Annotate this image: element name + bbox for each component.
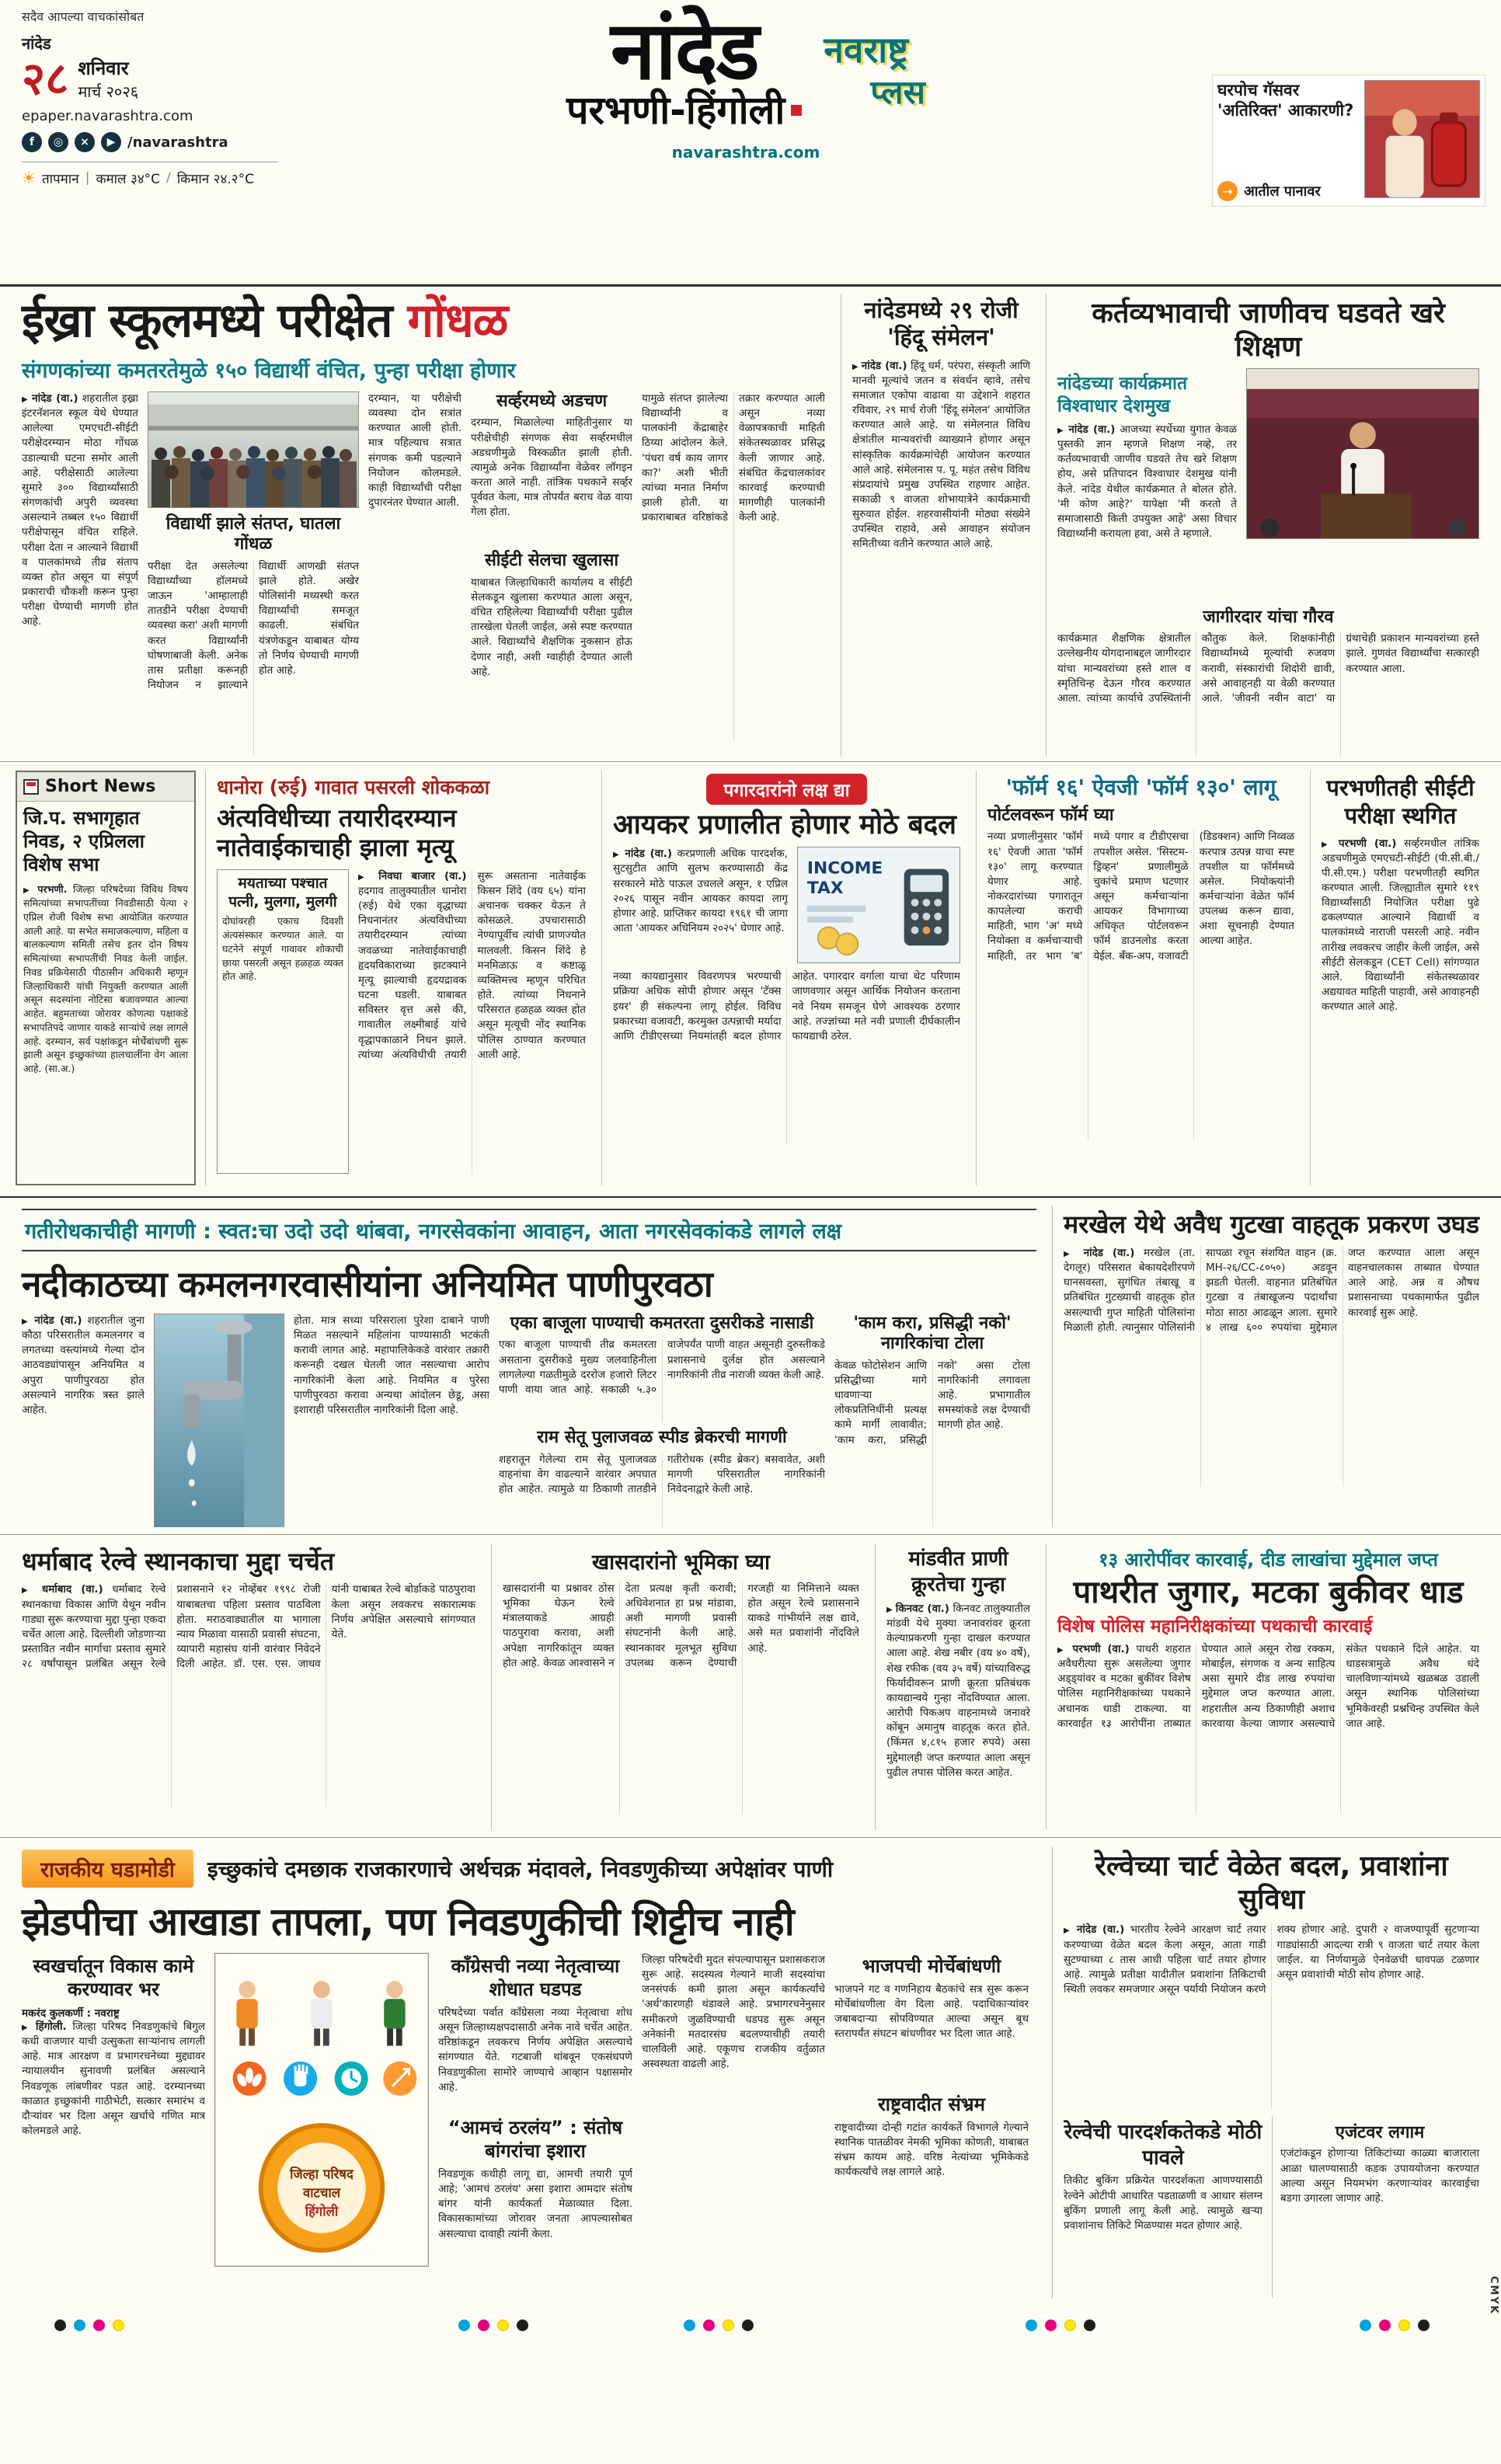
article-khasdar bbox=[491, 1543, 865, 1829]
edition-label: नांदेड bbox=[22, 34, 51, 53]
railway-headline: रेल्वेच्या चार्ट वेळेत बदल, प्रवाशांना सुविधा bbox=[1095, 1850, 1448, 1916]
politics-sub2-body: परिषदेच्या पर्वात काँग्रेसला नव्या नेतृत्वाचा शोध असून जिल्हाध्यक्षपदासाठी अनेक नावे चर्चेत आहेत. वरिष्ठांकडून लवकरच निर्णय अपेक्षित असल्याचे सांगण्यात येते. गटबाजी थांबवून एकसंधपणे निवडणुकीला सामोरे जाण्याचे आव्हान पक्षासमोर आहे. bbox=[438, 2006, 632, 2093]
politics-sub3-title: “आमचं ठरलंय” : संतोष बांगरांचा इशारा bbox=[448, 2117, 623, 2162]
article-politics bbox=[16, 1846, 1043, 2299]
khasdar-body: खासदारांनी या प्रश्नावर ठोस भूमिका घेऊन रेल्वे मंत्रालयाकडे आग्रही पाठपुरावा करावा, अशी अपेक्षा नागरिकांतून व्यक्त होत आहे. केवळ आश्वासने न देता प्रत्यक्ष कृती करावी; अधिवेशनात हा प्रश्न मांडावा, अशी मागणी प्रवासी संघटनांनी केली आहे. स्थानकावर मूलभूत सुविधा उपलब्ध करून देण्याची गरजही या निमित्ताने व्यक्त होत असून रेल्वे प्रशासनाने याकडे गांभीर्याने लक्ष द्यावे, असे मत प्रवाशांनी नोंदविले आहे. bbox=[503, 1582, 859, 1669]
article-cet bbox=[1310, 771, 1485, 1185]
article-form130 bbox=[976, 771, 1301, 1185]
politics-sub3-body: निवडणूक कधीही लागू द्या, आमची तयारी पूर्ण आहे; 'आमचं ठरलंय' असा इशारा आमदार संतोष बांगर यांनी कार्यकर्ता मेळाव्यात दिला. विकासकामांच्या जोरावर जनता आपल्यासोबत असल्याचा दावाही त्यांनी केला. bbox=[438, 2168, 632, 2240]
water-sub3-title: 'काम करा, प्रसिद्धी नको' नागरिकांचा टोला bbox=[853, 1314, 1012, 1354]
raid-kicker: १३ आरोपींवर कारवाई, दीड लाखांचा मुद्देमाल जप्त bbox=[1099, 1549, 1438, 1571]
short-news-box bbox=[16, 771, 196, 1185]
article-dharmabad bbox=[16, 1543, 482, 1829]
article-gutkha bbox=[1052, 1206, 1485, 1527]
water-headline: नदीकाठच्या कमलनगरवासीयांना अनियमित पाणीपुरवठा bbox=[22, 1263, 712, 1305]
sammelan-headline: नांदेडमध्ये २९ रोजी 'हिंदू संमेलन' bbox=[864, 297, 1019, 350]
article-lead bbox=[16, 294, 831, 757]
youtube-icon[interactable]: ▶ bbox=[101, 132, 121, 152]
lead-headline bbox=[22, 294, 825, 348]
tax-headline: आयकर प्रणालीत होणार मोठे बदल bbox=[613, 809, 957, 840]
registration-marks bbox=[1026, 2320, 1095, 2331]
water-sub2-title: राम सेतू पुलाजवळ स्पीड ब्रेकरची मागणी bbox=[537, 1428, 787, 1448]
article-shikshan bbox=[1046, 294, 1485, 757]
social-row bbox=[22, 132, 278, 152]
obituary-body bbox=[358, 869, 586, 1174]
politics-headline: झेडपीचा आखाडा तापला, पण निवडणुकीची शिट्टीच नाही bbox=[22, 1899, 794, 1944]
politics-column-3 bbox=[438, 1953, 632, 2270]
weather-label: तापमान bbox=[41, 171, 79, 187]
month-year: मार्च २०२६ bbox=[78, 82, 139, 101]
politics-sub5-body: राष्ट्रवादीच्या दोन्ही गटांत कार्यकर्ते विभागले गेल्याने स्थानिक पातळीवर नेमकी भूमिका कोणती, याबाबत संभ्रम कायम आहे. वरिष्ठ नेत्यांच्या भूमिकेकडे कार्यकर्त्यांचे लक्ष लागले आहे. bbox=[834, 2121, 1029, 2179]
weekday: शनिवार bbox=[78, 57, 129, 79]
masthead bbox=[0, 0, 1501, 284]
water-column-2: होता. मात्र सध्या परिसराला पुरेशा दाबाने पाणी मिळत नसल्याने महिलांना पाण्यासाठी भटकंती करावी लागत आहे. महापालिकेकडे वारंवार तक्रारी करूनही दखल घेतली जात नसल्याचा आरोप नागरिकांनी केला आहे. नियमित व पुरेसा पाणीपुरवठा करावा अन्यथा आंदोलन छेडू, असा इशाराही परिसरातील नागरिकांनी दिला आहे. bbox=[294, 1314, 489, 1416]
lead-box2-body: दरम्यान, मिळालेल्या माहितीनुसार या परीक्षेचीही संगणक सेवा सर्व्हरमधील अडचणीमुळे विस्कळीत झाली होती. त्यामुळे अनेक विद्यार्थ्यांना वेळेवर लॉगइन करता आले नाही. तांत्रिक पथकाने सर्व्हर पूर्ववत केला, मात्र तोपर्यंत बराच वेळ वाया गेला होता. bbox=[471, 416, 632, 519]
obituary-infobox bbox=[217, 869, 349, 1174]
sammelan-text: हिंदू धर्म, परंपरा, संस्कृती आणि मानवी मूल्यांचे जतन व संवर्धन व्हावे, तसेच समाजात एकोपा वाढावा या उद्देशाने शहरात रविवार, २९ मार्च रोजी 'हिंदू संमेलन' आयोजित करण्यात आले आहे. या संमेलनात विविध क्षेत्रांतील मान्यवरांची व्याख्याने होणार असून सांस्कृतिक कार्यक्रमांचेही आयोजन करण्यात आले आहे. संमेलनास प. पू. महंत तसेच विविध संप्रदायांचे प्रमुख उपस्थित राहणार आहेत. सकाळी ९ वाजता शोभायात्रेने कार्यक्रमाची सुरुवात होईल. शहरवासीयांनी मोठ्या संख्येने उपस्थित राहावे, असे आवाहन संयोजन समितीच्या वतीने करण्यात आले आहे. bbox=[852, 359, 1030, 551]
water-sub3-body: केवळ फोटोसेशन आणि प्रसिद्धीच्या मागे धावणाऱ्या लोकप्रतिनिधींनी प्रत्यक्ष कामे मार्गी लावावीत; 'काम करा, प्रसिद्धी नको' असा टोला नागरिकांनी लगावला आहे. प्रभागातील समस्यांकडे लक्ष देण्याची मागणी होत आहे. bbox=[834, 1359, 1030, 1446]
byline: ▶ नांदेड (वा.) bbox=[1064, 1923, 1124, 1936]
politics-label: राजकीय घडामोडी bbox=[22, 1850, 193, 1888]
sun-icon: ☀ bbox=[22, 169, 36, 187]
gutkha-headline: मरखेल येथे अवैध गुटखा वाहतूक प्रकरण उघड bbox=[1064, 1209, 1479, 1239]
x-icon[interactable]: × bbox=[75, 132, 95, 152]
raid-text: पाथरी शहरात अवैधरीत्या सुरू असलेल्या जुगार अड्ड्यांवर व मटका बुकींवर विशेष पोलिस महानिरीक्षकांच्या पथकाने अचानक धाडी टाकल्या. या कारवाईत १३ आरोपींना ताब्यात घेण्यात आले असून रोख रक्कम, मोबाईल, संगणक व अन्य साहित्य असा सुमारे दीड लाख रुपयांचा मुद्देमाल जप्त करण्यात आला. शहरातील अन्य ठिकाणीही अशाच कारवाया केल्या जाणार असल्याचे संकेत पथकाने दिले आहेत. या धाडसत्रामुळे अवैध धंदे चालविणाऱ्यांमध्ये खळबळ उडाली असून स्थानिक पोलिसांच्या भूमिकेवरही प्रश्नचिन्ह उपस्थित केले जात आहे. bbox=[1057, 1643, 1479, 1730]
rule bbox=[0, 1196, 1501, 1198]
arrow-icon: → bbox=[1217, 181, 1238, 201]
jagirdar-title: जागीरदार यांचा गौरव bbox=[1203, 607, 1334, 627]
politics-body-1 bbox=[22, 2020, 205, 2267]
tax-body-1 bbox=[613, 847, 788, 963]
byline: ▶ किनवट (वा.) bbox=[886, 1603, 949, 1615]
brand-line2: प्लस bbox=[870, 72, 925, 111]
registration-marks bbox=[684, 2320, 754, 2331]
obituary-text: हदगाव तालुक्यातील धानोरा (रुई) येथे एका वृद्धाच्या निधनानंतर अंत्यविधीच्या तयारीदरम्यान त्यांच्या जवळच्या नातेवाईकाचाही हृदयविकाराच्या झटक्याने मृत्यू झाल्याची हृदयद्रावक घटना घडली. याबाबत सविस्तर वृत्त असे की, गावातील लक्ष्मीबाई यांचे वृद्धापकाळाने निधन झाले. त्यांच्या अंत्यविधीची तयारी सुरू असताना नातेवाईक किसन शिंदे (वय ६५) यांना अचानक चक्कर येऊन ते कोसळले. उपचारासाठी नेण्यापूर्वीच त्यांची प्राणज्योत मालवली. किसन शिंदे हे मनमिळाऊ व कष्टाळू व्यक्तिमत्त्व म्हणून परिचित होते. त्यांच्या निधनाने परिसरात हळहळ व्यक्त होत असून मृत्यूची नोंद स्थानिक पोलिस ठाण्यात करण्यात आली आहे. bbox=[358, 869, 586, 1061]
promo-box[interactable] bbox=[1212, 75, 1485, 207]
lead-column-3: दरम्यान, या परीक्षेची व्यवस्था दोन सत्रांत करण्यात आली होती. मात्र पहिल्याच सत्रात संगणक कमी पडल्याने नियोजन कोलमडले. काही विद्यार्थ्यांची परीक्षा दुपारनंतर घेण्यात आली. bbox=[368, 392, 461, 510]
speaker-photo bbox=[1246, 368, 1479, 539]
lead-column-4 bbox=[471, 392, 632, 740]
byline-author: मकरंद कुलकर्णी : नवराष्ट्र bbox=[22, 2007, 120, 2020]
red-dot bbox=[791, 105, 802, 116]
railway-sub2 bbox=[1272, 2117, 1479, 2298]
separator: | bbox=[85, 170, 90, 186]
registration-marks bbox=[54, 2320, 124, 2331]
shikshan-subhead: नांदेडच्या कार्यक्रमात विश्वाधार देशमुख bbox=[1057, 374, 1188, 417]
water-sub2-body: शहरातून गेलेल्या राम सेतू पुलाजवळ वाहनांचा वेग वाढल्याने वारंवार अपघात होत आहेत. त्यामुळे या ठिकाणी तातडीने गतीरोधक (स्पीड ब्रेकर) बसवावेत, अशी मागणी परिसरातील नागरिकांनी निवेदनाद्वारे केली आहे. bbox=[499, 1453, 825, 1496]
politics-text-1: जिल्हा परिषद निवडणुकांचे बिगुल कधी वाजणार याची उत्सुकता साऱ्यांनाच लागली आहे. मात्र आरक्षण व प्रभागरचनेच्या मुद्द्यावर न्यायालयीन सुनावणी प्रलंबित असल्याने निवडणूक लांबणीवर पडत आहे. दरम्यानच्या काळात इच्छुकांनी गाठीभेटी, सत्कार समारंभ व दौऱ्यांवर भर दिला असून खर्चाचे गणित मात्र कोलमडले आहे. bbox=[22, 2020, 205, 2138]
article-cruelty bbox=[875, 1543, 1036, 1829]
date-day: २८ bbox=[22, 52, 69, 105]
short-news-header bbox=[17, 772, 194, 802]
lead-column-2 bbox=[148, 392, 359, 740]
rule bbox=[0, 1837, 1501, 1838]
masthead-center bbox=[435, 3, 1057, 162]
lead-box3-title: सीईटी सेलचा खुलासा bbox=[484, 551, 619, 571]
registration-marks bbox=[458, 2320, 528, 2331]
article-sammelan bbox=[841, 294, 1036, 757]
lead-column-5: यामुळे संतप्त झालेल्या विद्यार्थ्यांनी व पालकांनी केंद्राबाहेर ठिय्या आंदोलन केले. 'पंधरा वर्ष काय जागर का?' अशी भीती त्यांच्या मनात निर्माण झाली होती. या प्रकाराबाबत वरिष्ठांकडे तक्रार करण्यात आली असून नव्या वेळापत्रकाची माहिती संकेतस्थळावर प्रसिद्ध केली जाणार आहे. संबंधित केंद्रचालकांवर कारवाई करण्याची मागणीही पालकांनी केली आहे. bbox=[642, 392, 825, 524]
dharmabad-headline: धर्माबाद रेल्वे स्थानकाचा मुद्दा चर्चेत bbox=[22, 1547, 335, 1576]
masthead-subtitle: परभणी-हिंगोली bbox=[566, 87, 785, 133]
badge-line3: हिंगोली bbox=[305, 2203, 339, 2219]
shikshan-text: आजच्या स्पर्धेच्या युगात केवळ पुस्तकी ज्ञान म्हणजे शिक्षण नव्हे, तर कर्तव्यभावाची जाणीव घडवते तेच खरे शिक्षण होय, असे प्रतिपादन विश्वाधार देशमुख यांनी केले. नांदेड येथील कार्यक्रमात ते बोलत होते. 'मी कोण आहे?' यापेक्षा 'मी करतो ते समाजासाठी किती उपयुक्त आहे' असा विचार विद्यार्थ्यांनी करायला हवा, असे ते म्हणाले. bbox=[1057, 423, 1237, 540]
weather-max: कमाल ३४°C bbox=[96, 171, 161, 187]
byline: ▶ निवघा बाजार (वा.) bbox=[358, 870, 467, 882]
header-left bbox=[22, 8, 278, 187]
cmyk-label: CMYK bbox=[1488, 2276, 1499, 2315]
lead-box2-title: सर्व्हरमध्ये अडचण bbox=[496, 392, 608, 411]
website-link[interactable]: navarashtra.com bbox=[671, 142, 820, 162]
svg-text:TAX: TAX bbox=[806, 879, 844, 899]
byline: ▶ नांदेड (वा.) bbox=[1064, 1247, 1134, 1259]
cet-headline: परभणीतही सीईटी परीक्षा स्थगित bbox=[1326, 774, 1475, 830]
weather-min: किमान २४.२°C bbox=[176, 171, 254, 187]
gas-cylinder-photo bbox=[1364, 80, 1480, 198]
lead-box1-body: परीक्षा देत असलेल्या विद्यार्थ्यांच्या हॉलमध्ये जाऊन 'आम्हालाही तातडीने परीक्षा देण्याची व्यवस्था करा' अशी मागणी करत विद्यार्थ्यांनी घोषणाबाजी केली. अनेक तास प्रतीक्षा करूनही नियोजन न झाल्याने विद्यार्थी आणखी संतप्त झाले होते. अखेर पोलिसांनी मध्यस्थी करत विद्यार्थ्यांची समजूत काढली. संबंधित यंत्रणेकडून याबाबत योग्य तो निर्णय घेण्याची मागणी होत आहे. bbox=[148, 559, 359, 692]
article-obituary bbox=[205, 771, 592, 1185]
obituary-headline: अंत्यविधीच्या तयारीदरम्यान नातेवाईकाचाही झाला मृत्यू bbox=[217, 803, 457, 863]
railway-sub2-body: एजंटांकडून होणाऱ्या तिकिटांच्या काळ्या बाजाराला आळा घालण्यासाठी कडक उपाययोजना करण्यात आल्या असून नियमभंग करणाऱ्यांवर कारवाईचा बडगा उगारला जाणार आहे. bbox=[1280, 2147, 1479, 2205]
form130-body: नव्या प्रणालीनुसार 'फॉर्म १६' ऐवजी आता 'फॉर्म १३०' लागू करण्यात येणार आहे. नोकरदारांच्या पगारातून कापलेल्या कराची माहिती, भाग 'अ' मध्ये नियोक्ता व कर्मचाऱ्याची माहिती, तर भाग 'ब' मध्ये पगार व टीडीएसचा तपशील असेल. 'सिस्टम-ड्रिव्हन' प्रणालीमुळे चुकांचे प्रमाण घटणार असून कर्मचाऱ्यांना आयकर विभागाच्या अधिकृत पोर्टलवरून फॉर्म डाउनलोड करता येईल. बँक-अप, वजावटी (डिडक्शन) आणि निव्वळ करपात्र उत्पन्न याचा स्पष्ट तपशील या फॉर्ममध्ये असेल. नियोक्त्यांनी कर्मचाऱ्यांना वेळेत फॉर्म उपलब्ध करून द्यावा, अशा सूचनाही देण्यात आल्या आहेत. bbox=[987, 830, 1294, 962]
politics-sub4-body: भाजपने गट व गणनिहाय बैठकांचे सत्र सुरू करून मोर्चेबांधणीला वेग दिला आहे. पदाधिकाऱ्यांवर जबाबदाऱ्या सोपविण्यात आल्या असून बूथ स्तरापर्यंत संघटन बांधणीवर भर दिला जात आहे. bbox=[834, 1983, 1029, 2041]
cruelty-text: किनवट तालुक्यातील मांडवी येथे मुक्या जनावरांवर क्रूरता केल्याप्रकरणी गुन्हा दाखल करण्यात आला आहे. शेख नबीर (वय ४० वर्षे), शेख रफीक (वय ३५ वर्षे) यांच्याविरुद्ध फिर्यादीवरून प्राणी क्रूरता प्रतिबंधक कायद्यान्वये गुन्हा नोंदविण्यात आला. आरोपी पिकअप वाहनामध्ये जनावरे कोंबून अमानुष वाहतूक करत होते. (किंमत ४,८१५ हजार रुपये) असा मुद्देमालही जप्त करण्यात आला असून पुढील तपास पोलिस करत आहेत. bbox=[886, 1603, 1030, 1779]
article-railway bbox=[1052, 1846, 1485, 2299]
byline: ▶ नांदेड (वा.) bbox=[613, 847, 672, 860]
sammelan-body bbox=[852, 359, 1030, 747]
rule bbox=[0, 761, 1501, 762]
byline: ▶ नांदेड (वा.) bbox=[22, 392, 78, 405]
form130-subtitle: पोर्टलवरून फॉर्म घ्या bbox=[987, 806, 1114, 825]
lead-box3-body: याबाबत जिल्हाधिकारी कार्यालय व सीईटी सेलकडून खुलासा करण्यात आला असून, वंचित राहिलेल्या विद्यार्थ्यांची परीक्षा पुढील तारखेला घेतली जाईल, असे स्पष्ट करण्यात आले. विद्यार्थ्यांचे शैक्षणिक नुकसान होऊ देणार नाही, अशी ग्वाहीही देण्यात आली आहे. bbox=[471, 576, 632, 678]
rule bbox=[0, 1534, 1501, 1535]
water-right-column bbox=[834, 1314, 1030, 1527]
politics-column-4: जिल्हा परिषदेची मुदत संपल्यापासून प्रशासकराज सुरू आहे. सदस्यत्व गेल्याने माजी सदस्यांचा जनसंपर्क कमी झाला असून कार्यकर्त्यांचे 'अर्थ'कारणही थंडावले आहे. प्रभागरचनेनुसार समीकरणे जुळविण्याची धडपड सुरू असून अनेकांनी मतदारसंघ बदलण्याचीही तयारी चालविली आहे. एकूणच राजकीय वर्तुळात अस्वस्थता वाढली आहे. bbox=[642, 1954, 825, 2071]
income-tax-graphic bbox=[797, 847, 960, 963]
shikshan-body bbox=[1057, 423, 1237, 601]
jagirdar-body: कार्यक्रमात शैक्षणिक क्षेत्रातील उल्लेखनीय योगदानाबद्दल जागीरदार यांचा मान्यवरांच्या हस्ते शाल व स्मृतिचिन्ह देऊन गौरव करण्यात आला. त्यांच्या कार्याचे उपस्थितांनी कौतुक केले. शिक्षकांनीही विद्यार्थ्यांमध्ये मूल्यांची रुजवण करावी, संस्कारांची शिदोरी द्यावी, असे आवाहनही या वेळी करण्यात आले. 'जीवनी नवीन वाटा' या ग्रंथाचेही प्रकाशन मान्यवरांच्या हस्ते झाले. गुणवंत विद्यार्थ्यांचा सत्कारही करण्यात आला. bbox=[1057, 632, 1479, 705]
byline: ▶ नांदेड (वा.) bbox=[1057, 423, 1115, 436]
politics-cartoon-graphic bbox=[214, 1953, 429, 2267]
water-sub1-title: एका बाजूला पाण्याची कमतरता दुसरीकडे नासाडी bbox=[510, 1314, 814, 1333]
politics-sub5-title: राष्ट्रवादीत संभ्रम bbox=[877, 2093, 986, 2115]
byline: ▶ परभणी (वा.) bbox=[1057, 1643, 1130, 1655]
politics-sub4-title: भाजपची मोर्चेबांधणी bbox=[862, 1955, 1001, 1977]
tax-body-2: नव्या कायद्यानुसार विवरणपत्र भरण्याची प्रक्रिया अधिक सोपी होणार असून 'टॅक्स इयर' ही संकल्पना लागू होईल. विविध प्रकारच्या वजावटी, करमुक्त उत्पन्नाची मर्यादा आणि टीडीएसच्या नियमांतही बदल होणार आहेत. पगारदार वर्गाला याचा थेट परिणाम जाणवणार असून आर्थिक नियोजन करताना नवे नियम समजून घेणे आवश्यक ठरणार आहे. तज्ज्ञांच्या मते नवी प्रणाली दीर्घकालीन फायद्याची ठरेल. bbox=[613, 970, 960, 1042]
shikshan-left-column bbox=[1057, 368, 1237, 601]
lead-headline-accent: गोंधळ bbox=[407, 294, 508, 348]
railway-text: भारतीय रेल्वेने आरक्षण चार्ट तयार करण्याच्या वेळेत बदल केला असून, आता गाडी सुटण्याच्या ८ तास आधी पहिला चार्ट तयार होणार आहे. त्यामुळे प्रतीक्षा यादीतील प्रवाशांना तिकिटाची स्थिती लवकर समजणार असून पर्यायी नियोजन करणे शक्य होणार आहे. दुपारी २ वाजण्यापूर्वी सुटणाऱ्या गाड्यांसाठी आदल्या रात्री ९ वाजता चार्ट तयार केला जाईल. या निर्णयामुळे ऐनवेळची धावपळ टळणार असून प्रवाशांची मोठी सोय होणार आहे. bbox=[1064, 1923, 1479, 1996]
politics-sub1-title: स्वखर्चातून विकास कामे करण्यावर भर bbox=[33, 1955, 194, 2000]
cruelty-body bbox=[886, 1602, 1030, 1829]
cet-body bbox=[1322, 837, 1479, 1178]
water-sub1-body: एका बाजूला पाण्याची तीव्र कमतरता असताना दुसरीकडे मुख्य जलवाहिनीला लागलेल्या गळतीमुळे दररोज हजारो लिटर पाणी वाया जात आहे. सकाळी ५.३० वाजेपर्यंत पाणी वाहत असूनही दुरुस्तीकडे प्रशासनाचे दुर्लक्ष होत असल्याने नागरिकांनी तीव्र नाराजी व्यक्त केली आहे. bbox=[499, 1338, 825, 1396]
article-income-tax bbox=[601, 771, 966, 1185]
water-middle-column bbox=[499, 1314, 825, 1527]
print-registration-row bbox=[0, 2320, 1501, 2338]
khasdar-title: खासदारांनो भूमिका घ्या bbox=[592, 1550, 770, 1575]
raid-subhead: विशेष पोलिस महानिरीक्षकांच्या पथकाची कारवाई bbox=[1057, 1617, 1373, 1637]
facebook-icon[interactable]: f bbox=[22, 132, 42, 152]
politics-kicker: इच्छुकांचे दमछाक राजकारणाचे अर्थचक्र मंदावले, निवडणुकीच्या अपेक्षांवर पाणी bbox=[207, 1856, 834, 1882]
water-kicker-strip: गतीरोधकाचीही मागणी : स्वत:चा उदो उदो थांबवा, नगरसेवकांना आवाहन, आता नगरसेवकांकडे लागले लक्ष bbox=[22, 1209, 1036, 1251]
raid-headline: पाथरीत जुगार, मटका बुकीवर धाड bbox=[1073, 1575, 1464, 1610]
dharmabad-body bbox=[22, 1582, 475, 1808]
byline: ▶ परभणी (वा.) bbox=[1322, 837, 1396, 850]
article-water-supply bbox=[16, 1206, 1043, 1527]
brand-logo bbox=[824, 31, 925, 113]
water-tap-photo bbox=[154, 1314, 284, 1527]
byline: ▶ नांदेड (वा.) bbox=[852, 360, 907, 372]
news-icon bbox=[23, 779, 39, 795]
badge-line1: जिल्हा परिषद bbox=[290, 2166, 353, 2182]
epaper-link[interactable]: epaper.navarashtra.com bbox=[22, 108, 193, 124]
tax-kicker-badge: पगारदारांनो लक्ष द्या bbox=[706, 774, 866, 805]
promo-title: घरपोच गॅसवर 'अतिरिक्त' आकारणी? bbox=[1217, 81, 1354, 120]
cet-text: सर्व्हरमधील तांत्रिक अडचणीमुळे एमएचटी-सीईटी (पी.सी.बी./पी.सी.एम.) परीक्षा परभणीतही स्थगित करण्यात आली. जिल्ह्यातील सुमारे ११९ विद्यार्थ्यांसाठी नियोजित परीक्षा पुढे ढकलण्यात आल्याने विद्यार्थी व पालकांमध्ये नाराजी पसरली आहे. नवीन तारीख लवकरच जाहीर केली जाईल, असे सीईटी सेलकडून (CET Cell) सांगण्यात आले. विद्यार्थ्यांनी संकेतस्थळावर अद्ययावत माहिती पाहावी, असे आवाहनही करण्यात आले आहे. bbox=[1322, 837, 1479, 1014]
railway-sub2-title: एजंटवर लगाम bbox=[1335, 2123, 1425, 2143]
instagram-icon[interactable]: ◎ bbox=[48, 132, 68, 152]
registration-marks bbox=[1360, 2320, 1430, 2331]
short-news-label: Short News bbox=[45, 777, 156, 796]
date-block bbox=[22, 52, 278, 105]
rule bbox=[0, 284, 1501, 287]
tagline: सदैव आपल्या वाचकांसोबत bbox=[22, 9, 145, 24]
lead-column-1 bbox=[22, 392, 138, 740]
byline: ▶ नांदेड (वा.) bbox=[22, 1314, 82, 1327]
byline-place: ▶ हिंगोली. bbox=[22, 2020, 67, 2033]
cruelty-headline: मांडवीत प्राणी क्रूरतेचा गुन्हा bbox=[908, 1547, 1008, 1596]
lead-subhead: संगणकांच्या कमतरतेमुळे १५० विद्यार्थी वंचित, पुन्हा परीक्षा होणार bbox=[22, 359, 516, 383]
obituary-infobox-body: दोघांवरही एकाच दिवशी अंत्यसंस्कार करण्यात आले. या घटनेने संपूर्ण गावावर शोकाची छाया पसरली असून हळहळ व्यक्त होत आहे. bbox=[222, 915, 343, 983]
railway-sub1-title: रेल्वेची पारदर्शकतेकडे मोठी पावले bbox=[1064, 2121, 1262, 2170]
social-handle: /navarashtra bbox=[127, 134, 228, 151]
masthead-title: नांदेड bbox=[610, 3, 758, 98]
tax-text-1: करप्रणाली अधिक पारदर्शक, सुटसुटीत आणि सुलभ करण्यासाठी केंद्र सरकारने मोठे पाऊल उचलले असून, १ एप्रिल २०२६ पासून नवीन आयकर कायदा लागू होणार आहे. प्राप्तिकर कायदा १९६१ ची जागा आता 'आयकर अधिनियम २०२५' घेणार आहे. bbox=[613, 847, 788, 935]
gutkha-body bbox=[1064, 1246, 1479, 1487]
form130-headline: 'फॉर्म १६' ऐवजी 'फॉर्म १३०' लागू bbox=[1005, 774, 1276, 800]
promo-link[interactable]: आतील पानावर bbox=[1244, 183, 1321, 200]
water-text-1: शहरातील जुना कौठा परिसरातील कमलनगर व लगतच्या वस्त्यांमध्ये गेल्या दोन आठवड्यांपासून अनियमित व अपुरा पाणीपुरवठा होत असल्याने नागरिक त्रस्त झाले आहेत. bbox=[22, 1314, 145, 1416]
short-news-body bbox=[23, 882, 188, 1185]
politics-column-1 bbox=[22, 1953, 205, 2270]
water-column-1 bbox=[22, 1314, 145, 1527]
lead-body-1: शहरातील इख्रा इंटरनॅशनल स्कूल येथे घेण्यात आलेल्या एमएचटी-सीईटी परीक्षेदरम्यान मोठा गोंधळ उडाल्याची घटना समोर आली आहे. परीक्षेसाठी आलेल्या सुमारे ३०० विद्यार्थ्यांसाठी संगणकांची अपुरी व्यवस्था असल्याने तब्बल १५० विद्यार्थी परीक्षेपासून वंचित राहिले. परीक्षा देता न आल्याने विद्यार्थी व पालकांमध्ये तीव्र संताप व्यक्त होत असून या संपूर्ण प्रकाराची चौकशी करून पुन्हा परीक्षा घेण्याची मागणी होत आहे. bbox=[22, 392, 138, 628]
lead-headline-main: ईख्रा स्कूलमध्ये परीक्षेत bbox=[22, 294, 392, 348]
gutkha-text: मरखेल (ता. देगलूर) परिसरात बेकायदेशीरपणे घानसवस्ता, सुगंधित तंबाखू व प्रतिबंधित गुटख्याची वाहतूक होत असल्याची गुप्त माहिती पोलिसांना मिळाली होती. त्यानुसार पोलिसांनी सापळा रचून संशयित वाहन (क्र. MH-२६/CC-८०५०) अडवून झडती घेतली. वाहनात प्रतिबंधित गुटखा व तंबाखूजन्य पदार्थांचा मोठा साठा आढळून आला. सुमारे ४ लाख ६०० रुपयांचा मुद्देमाल जप्त करण्यात आला असून वाहनचालकास ताब्यात घेण्यात आले आहे. अन्न व औषध प्रशासनाच्या पथकामार्फत पुढील कारवाई सुरू आहे. bbox=[1064, 1247, 1479, 1334]
lead-box1-title: विद्यार्थी झाले संतप्त, घातला गोंधळ bbox=[165, 514, 341, 555]
politics-column-5 bbox=[834, 1953, 1029, 2270]
shikshan-headline: कर्तव्यभावाची जाणीवच घडवते खरे शिक्षण bbox=[1092, 298, 1445, 364]
svg-text:INCOME: INCOME bbox=[806, 858, 883, 879]
railway-sub1 bbox=[1064, 2117, 1262, 2298]
weather-strip bbox=[22, 162, 278, 187]
byline: ▶ परभणी. bbox=[23, 883, 67, 895]
railway-sub1-body: तिकीट बुकिंग प्रक्रियेत पारदर्शकता आणण्यासाठी रेल्वेने ओटीपी आधारित पडताळणी व आधार संलग्न बुकिंग प्रणाली लागू केली आहे. त्यामुळे खऱ्या प्रवाशांनाच तिकिटे मिळण्यास मदत होणार आहे. bbox=[1064, 2174, 1262, 2232]
short-news-headline: जि.प. सभागृहात निवड, २ एप्रिलला विशेष सभा bbox=[23, 807, 145, 875]
crowd-photo bbox=[148, 392, 359, 508]
separator: / bbox=[166, 170, 171, 186]
railway-body bbox=[1064, 1923, 1479, 2109]
obituary-infobox-title: मयताच्या पश्चात पत्नी, मुलगा, मुलगी bbox=[228, 874, 337, 910]
raid-body bbox=[1057, 1642, 1479, 1815]
short-news-text: जिल्हा परिषदेच्या विविध विषय समित्यांच्या सभापतींच्या निवडीसाठी येत्या २ एप्रिल रोजी विशेष सभा आयोजित करण्यात आली आहे. या सभेत समाजकल्याण, महिला व बालकल्याण समिती तसेच इतर दोन विषय समित्यांच्या सभापतींची निवड केली जाईल. निवड प्रक्रियेसाठी पीठासीन अधिकारी म्हणून जिल्हाधिकारी यांची नियुक्ती करण्यात आली असून सदस्यांना नोटिसा बजावण्यात आल्या आहेत. बहुमताच्या जोरावर कोणत्या पक्षाकडे सभापतिपदे जाणार याकडे साऱ्यांचे लक्ष लागले आहे. दरम्यान, सर्व पक्षांकडून मोर्चेबांधणी सुरू झाली असून इच्छुकांच्या हालचालींना वेग आला आहे. (सा.अ.) bbox=[23, 883, 188, 1075]
brand-line1: नवराष्ट्र bbox=[824, 29, 909, 71]
obituary-kicker: धानोरा (रुई) गावात पसरली शोककळा bbox=[217, 776, 490, 799]
badge-line2: वाटचाल bbox=[302, 2184, 341, 2201]
byline: ▶ धर्माबाद (वा.) bbox=[22, 1583, 103, 1596]
dharmabad-text: धर्माबाद रेल्वे स्थानकाचा विकास आणि येथून नवीन गाड्या सुरू करण्याचा मुद्दा पुन्हा एकदा चर्चेत आला आहे. दिल्लीशी जोडणाऱ्या प्रस्तावित नवीन मार्गाचा प्रस्ताव सुमारे २८ वर्षांपासून प्रलंबित असून रेल्वे प्रशासनाने १२ नोव्हेंबर १९९८ रोजी याबाबतचा पहिला प्रस्ताव पाठविला होता. मराठवाड्यातील या भागाला न्याय मिळावा यासाठी प्रवासी संघटना, व्यापारी महासंघ यांनी वारंवार निवेदने दिली आहेत. डॉ. एस. एस. जाधव यांनी याबाबत रेल्वे बोर्डाकडे पाठपुरावा केला असून लवकरच सकारात्मक निर्णय अपेक्षित असल्याचे सांगण्यात येते. bbox=[22, 1583, 475, 1671]
politics-sub2-title: काँग्रेसची नव्या नेतृत्वाच्या शोधात घडपड bbox=[451, 1955, 620, 2000]
article-raid bbox=[1046, 1543, 1485, 1829]
